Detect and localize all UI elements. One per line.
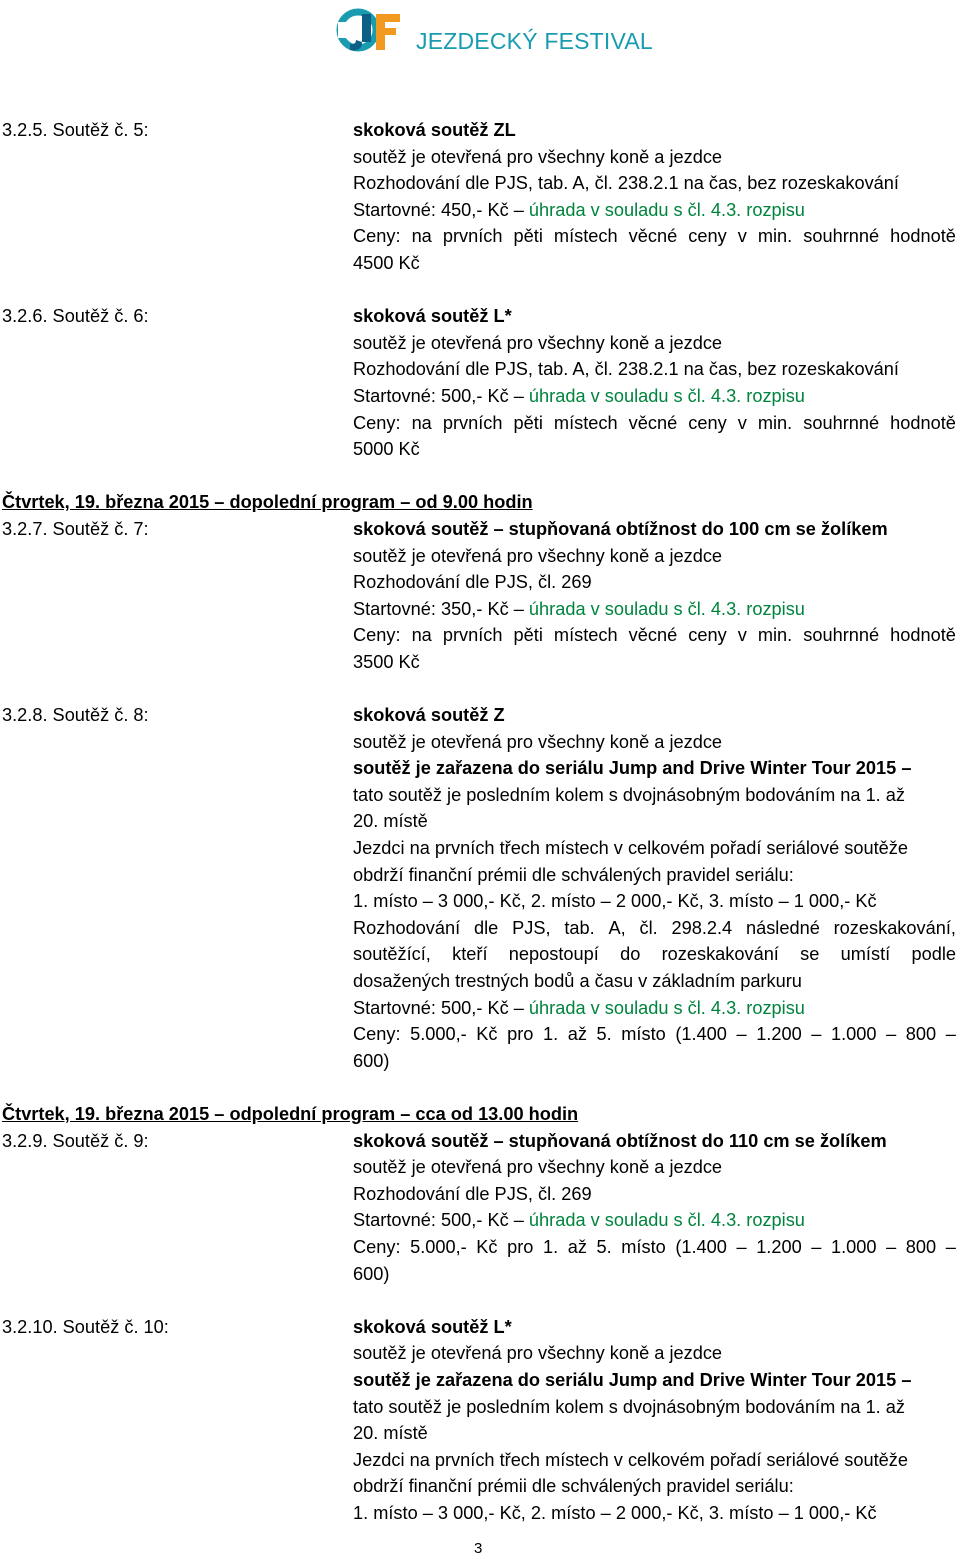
prizes-text: Ceny: na prvních pěti místech věcné ceny v min. souhrnné hodnotě bbox=[353, 625, 956, 646]
series-note-detail: tato soutěž je posledním kolem s dvojnásobným bodováním na 1. až bbox=[353, 784, 906, 805]
entry-fee: Startovné: 450,- Kč – úhrada v souladu s čl. 4.3. rozpisu bbox=[353, 199, 805, 220]
competition-title: skoková soutěž L* bbox=[353, 1316, 512, 1337]
prizes-total: 4500 Kč bbox=[353, 252, 420, 273]
prizes-total: 5000 Kč bbox=[353, 439, 420, 460]
entry-fee: Startovné: 350,- Kč – úhrada v souladu s čl. 4.3. rozpisu bbox=[353, 598, 805, 619]
bonus-text: Jezdci na prvních třech místech v celkovém pořadí seriálové soutěže bbox=[353, 838, 908, 859]
competition-title: skoková soutěž – stupňovaná obtížnost do 100 cm se žolíkem bbox=[353, 518, 888, 539]
rules-text: Rozhodování dle PJS, tab. A, čl. 238.2.1 na čas, bez rozeskakování bbox=[353, 173, 899, 194]
bonus-text: obdrží finanční prémii dle schválených pravidel seriálu: bbox=[353, 1476, 794, 1497]
competition-label: 3.2.6. Soutěž č. 6: bbox=[2, 306, 149, 327]
bonus-text: obdrží finanční prémii dle schválených pravidel seriálu: bbox=[353, 864, 794, 885]
fee-payment-reference: úhrada v souladu s čl. 4.3. rozpisu bbox=[528, 598, 805, 619]
competition-title: skoková soutěž – stupňovaná obtížnost do 110 cm se žolíkem bbox=[353, 1130, 887, 1151]
competition-title: skoková soutěž Z bbox=[353, 705, 505, 726]
rules-text: soutěžící, kteří nepostoupí do rozeskakování se umístí podle bbox=[353, 944, 956, 965]
day-program-heading: Čtvrtek, 19. března 2015 – odpolední program – cca od 13.00 hodin bbox=[2, 1103, 579, 1124]
page-number: 3 bbox=[474, 1540, 483, 1557]
open-note: soutěž je otevřená pro všechny koně a jezdce bbox=[353, 146, 723, 167]
prizes-text: Ceny: 5.000,- Kč pro 1. až 5. místo (1.400 – 1.200 – 1.000 – 800 – bbox=[353, 1236, 956, 1257]
competition-label: 3.2.5. Soutěž č. 5: bbox=[2, 120, 149, 140]
series-note: soutěž je zařazena do seriálu Jump and Drive Winter Tour 2015 – bbox=[353, 758, 912, 779]
rules-text: Rozhodování dle PJS, čl. 269 bbox=[353, 1183, 592, 1204]
prizes-text: Ceny: na prvních pěti místech věcné ceny v min. souhrnné hodnotě bbox=[353, 412, 956, 433]
entry-fee: Startovné: 500,- Kč – úhrada v souladu s čl. 4.3. rozpisu bbox=[353, 997, 805, 1018]
competition-label: 3.2.9. Soutěž č. 9: bbox=[2, 1130, 149, 1151]
fee-payment-reference: úhrada v souladu s čl. 4.3. rozpisu bbox=[528, 385, 805, 406]
fee-payment-reference: úhrada v souladu s čl. 4.3. rozpisu bbox=[528, 997, 805, 1018]
entry-fee: Startovné: 500,- Kč – úhrada v souladu s čl. 4.3. rozpisu bbox=[353, 1210, 805, 1231]
bonus-text: Jezdci na prvních třech místech v celkovém pořadí seriálové soutěže bbox=[353, 1449, 908, 1470]
document-body bbox=[0, 117, 960, 1526]
open-note: soutěž je otevřená pro všechny koně a jezdce bbox=[353, 545, 723, 566]
competition-title: skoková soutěž L* bbox=[353, 306, 512, 327]
open-note: soutěž je otevřená pro všechny koně a jezdce bbox=[353, 731, 723, 752]
bonus-amounts: 1. místo – 3 000,- Kč, 2. místo – 2 000,- Kč, 3. místo – 1 000,- Kč bbox=[353, 1502, 877, 1523]
fee-payment-reference: úhrada v souladu s čl. 4.3. rozpisu bbox=[528, 199, 805, 220]
prizes-text: Ceny: na prvních pěti místech věcné ceny v min. souhrnné hodnotě bbox=[353, 226, 956, 247]
rules-text: Rozhodování dle PJS, tab. A, čl. 238.2.1 na čas, bez rozeskakování bbox=[353, 359, 899, 380]
competition-label: 3.2.10. Soutěž č. 10: bbox=[2, 1316, 169, 1337]
rules-text: Rozhodování dle PJS, čl. 269 bbox=[353, 572, 592, 593]
prizes-text: Ceny: 5.000,- Kč pro 1. až 5. místo (1.400 – 1.200 – 1.000 – 800 – bbox=[353, 1024, 956, 1045]
competition-label: 3.2.8. Soutěž č. 8: bbox=[2, 705, 149, 726]
festival-logo bbox=[336, 6, 653, 54]
competition-title: skoková soutěž ZL bbox=[353, 120, 516, 140]
series-note-detail-end: 20. místě bbox=[353, 811, 428, 832]
fee-payment-reference: úhrada v souladu s čl. 4.3. rozpisu bbox=[528, 1210, 805, 1231]
day-program-heading: Čtvrtek, 19. března 2015 – dopolední program – od 9.00 hodin bbox=[2, 492, 533, 513]
competition-label: 3.2.7. Soutěž č. 7: bbox=[2, 518, 149, 539]
entry-fee: Startovné: 500,- Kč – úhrada v souladu s čl. 4.3. rozpisu bbox=[353, 385, 805, 406]
series-note-detail-end: 20. místě bbox=[353, 1423, 428, 1444]
rules-text: Rozhodování dle PJS, tab. A, čl. 298.2.4 následné rozeskakování, bbox=[353, 917, 956, 938]
series-note-detail: tato soutěž je posledním kolem s dvojnásobným bodováním na 1. až bbox=[353, 1396, 906, 1417]
rules-text: dosažených trestných bodů a času v základním parkuru bbox=[353, 971, 802, 991]
festival-brand-name: JEZDECKÝ FESTIVAL bbox=[416, 28, 653, 54]
prizes-total: 3500 Kč bbox=[353, 651, 420, 672]
prizes-end: 600) bbox=[353, 1050, 390, 1071]
prizes-end: 600) bbox=[353, 1263, 390, 1284]
open-note: soutěž je otevřená pro všechny koně a jezdce bbox=[353, 1343, 723, 1364]
open-note: soutěž je otevřená pro všechny koně a jezdce bbox=[353, 1157, 723, 1178]
bonus-amounts: 1. místo – 3 000,- Kč, 2. místo – 2 000,- Kč, 3. místo – 1 000,- Kč bbox=[353, 891, 877, 912]
series-note: soutěž je zařazena do seriálu Jump and Drive Winter Tour 2015 – bbox=[353, 1369, 912, 1390]
jf-logo-icon bbox=[336, 6, 416, 54]
open-note: soutěž je otevřená pro všechny koně a jezdce bbox=[353, 332, 723, 353]
